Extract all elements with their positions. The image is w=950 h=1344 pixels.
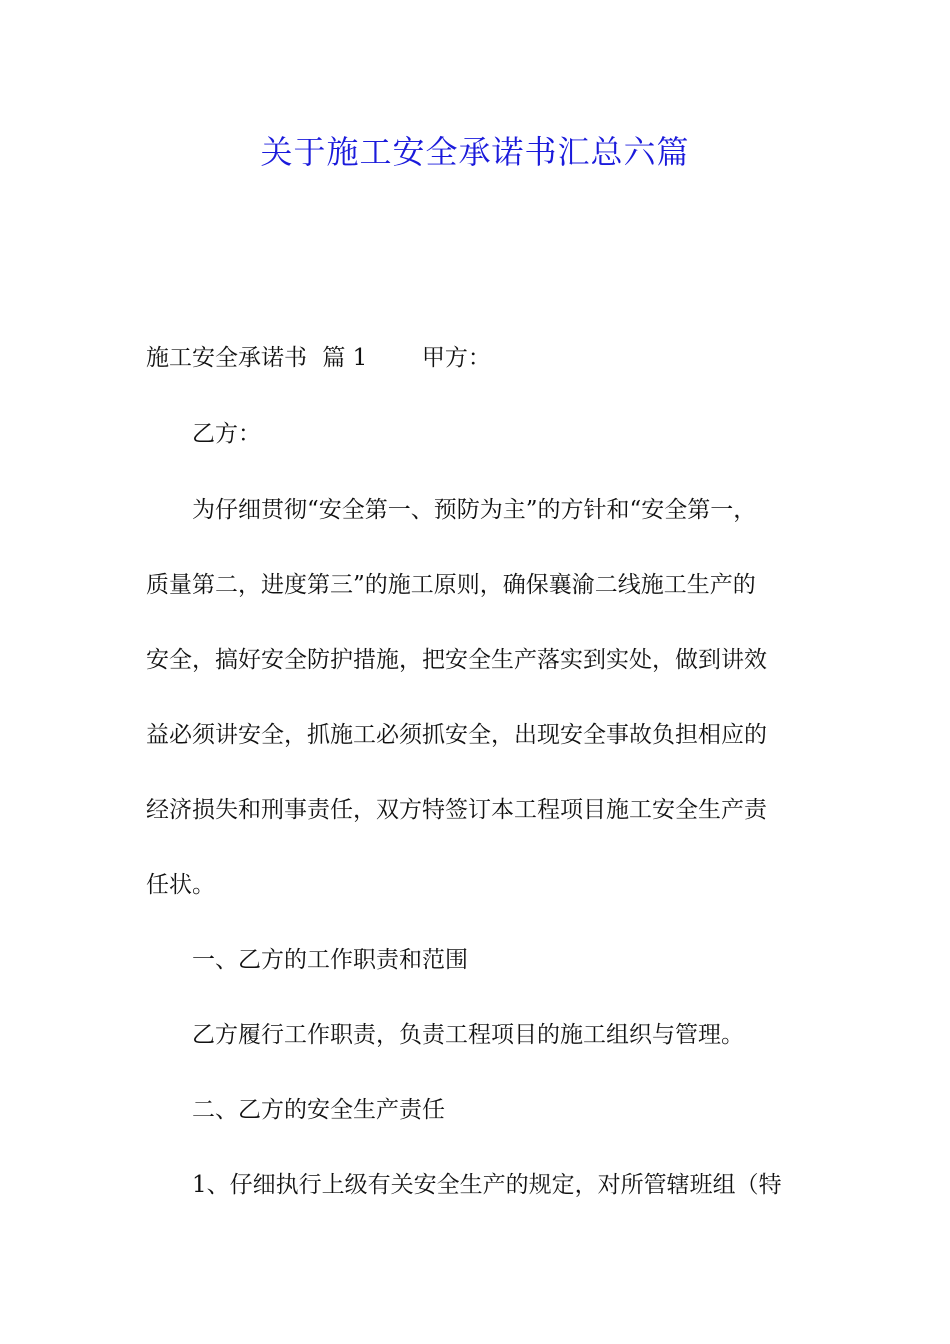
- section-1-text: 乙方履行工作职责，负责工程项目的施工组织与管理。: [192, 1022, 744, 1048]
- section-1-title: 一、乙方的工作职责和范围: [192, 947, 468, 973]
- document-title: 关于施工安全承诺书汇总六篇: [260, 133, 690, 171]
- section-2-title: 二、乙方的安全生产责任: [192, 1097, 445, 1123]
- item-1-text: 1、仔细执行上级有关安全生产的规定，对所管辖班组（特: [192, 1172, 782, 1198]
- party-a-label: 甲方：: [421, 345, 491, 371]
- paragraph-line-3: 安全，搞好安全防护措施，把安全生产落实到实处，做到讲效: [146, 647, 767, 673]
- heading-line: [146, 338, 491, 378]
- paragraph-line-2: 质量第二，进度第三”的施工原则，确保襄渝二线施工生产的: [146, 572, 756, 598]
- part-label: 篇 1: [322, 345, 368, 371]
- paragraph-line-6: 任状。: [146, 872, 215, 898]
- paragraph-line-5: 经济损失和刑事责任，双方特签订本工程项目施工安全生产责: [146, 797, 767, 823]
- section-label: 施工安全承诺书: [146, 345, 307, 371]
- party-b-label: 乙方：: [192, 421, 261, 447]
- paragraph-line-1: 为仔细贯彻“安全第一、预防为主”的方针和“安全第一，: [192, 497, 757, 523]
- paragraph-line-4: 益必须讲安全，抓施工必须抓安全，出现安全事故负担相应的: [146, 722, 767, 748]
